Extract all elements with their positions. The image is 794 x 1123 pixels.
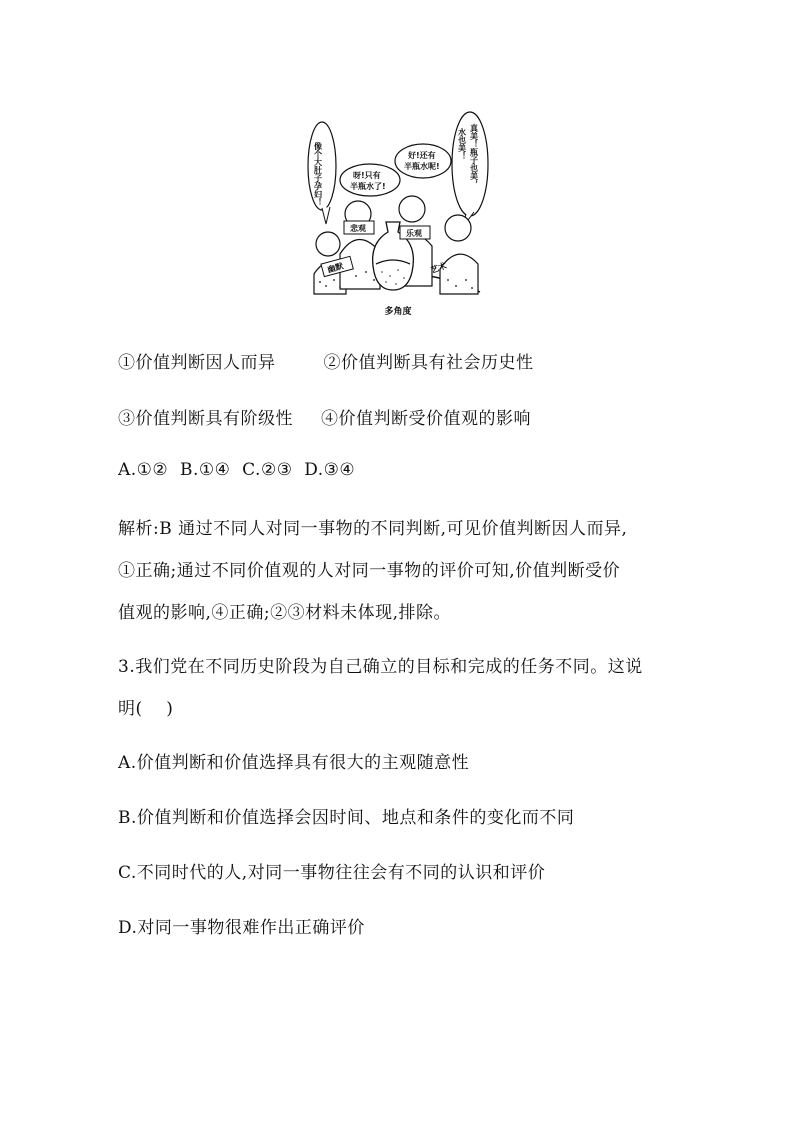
question3-choice-b: B.价值判断和价值选择会因时间、地点和条件的变化而不同: [118, 808, 575, 828]
question3-choice-d: D.对同一事物很难作出正确评价: [118, 918, 365, 938]
option-2: ②价值判断具有社会历史性: [323, 353, 534, 373]
options-row-1: [118, 348, 534, 373]
bubble-mid-right-line2: 半瓶水呢!: [404, 162, 440, 171]
label-humor: 幽默: [326, 261, 345, 275]
cartoon-illustration: [300, 104, 490, 300]
option-4: ④价值判断受价值观的影响: [321, 409, 531, 429]
bubble-right-line1: 真美！瓶子也美，: [469, 124, 479, 188]
label-optimism: 乐观: [406, 229, 422, 238]
question3-stem-line1: 3.我们党在不同历史阶段为自己确立的目标和完成的任务不同。这说: [118, 657, 643, 677]
question3-choice-a: A.价值判断和价值选择具有很大的主观随意性: [118, 753, 470, 773]
analysis-line-2: ①正确;通过不同价值观的人对同一事物的评价可知,价值判断受价: [118, 561, 621, 581]
question3-stem-line2: 明( ): [118, 699, 174, 719]
label-art: 艺术: [429, 261, 448, 276]
option-3: ③价值判断具有阶级性: [118, 409, 293, 429]
figure-caption: 多角度: [384, 307, 412, 317]
bubble-left-text: 像个大肚子孕妇！: [313, 142, 323, 206]
analysis-line-1: 解析:B 通过不同人对同一事物的不同判断,可见价值判断因人而异,: [118, 519, 628, 539]
bubble-mid-left-line2: 半瓶水了!: [350, 182, 386, 191]
bubble-mid-right-line1: 好!还有: [408, 151, 436, 160]
question3-choice-c: C.不同时代的人,对同一事物往往会有不同的认识和评价: [118, 863, 546, 883]
options-row-2: [118, 404, 531, 429]
option-1: ①价值判断因人而异: [118, 353, 276, 373]
bubble-mid-left-line1: 呀!只有: [353, 171, 381, 180]
analysis-line-3: 值观的影响,④正确;②③材料未体现,排除。: [118, 603, 452, 623]
answer-choices-q2: A.①② B.①④ C.②③ D.③④: [118, 460, 356, 480]
label-pessimism: 悲观: [350, 224, 366, 233]
bubble-right-line2: 水也美！: [457, 128, 467, 160]
